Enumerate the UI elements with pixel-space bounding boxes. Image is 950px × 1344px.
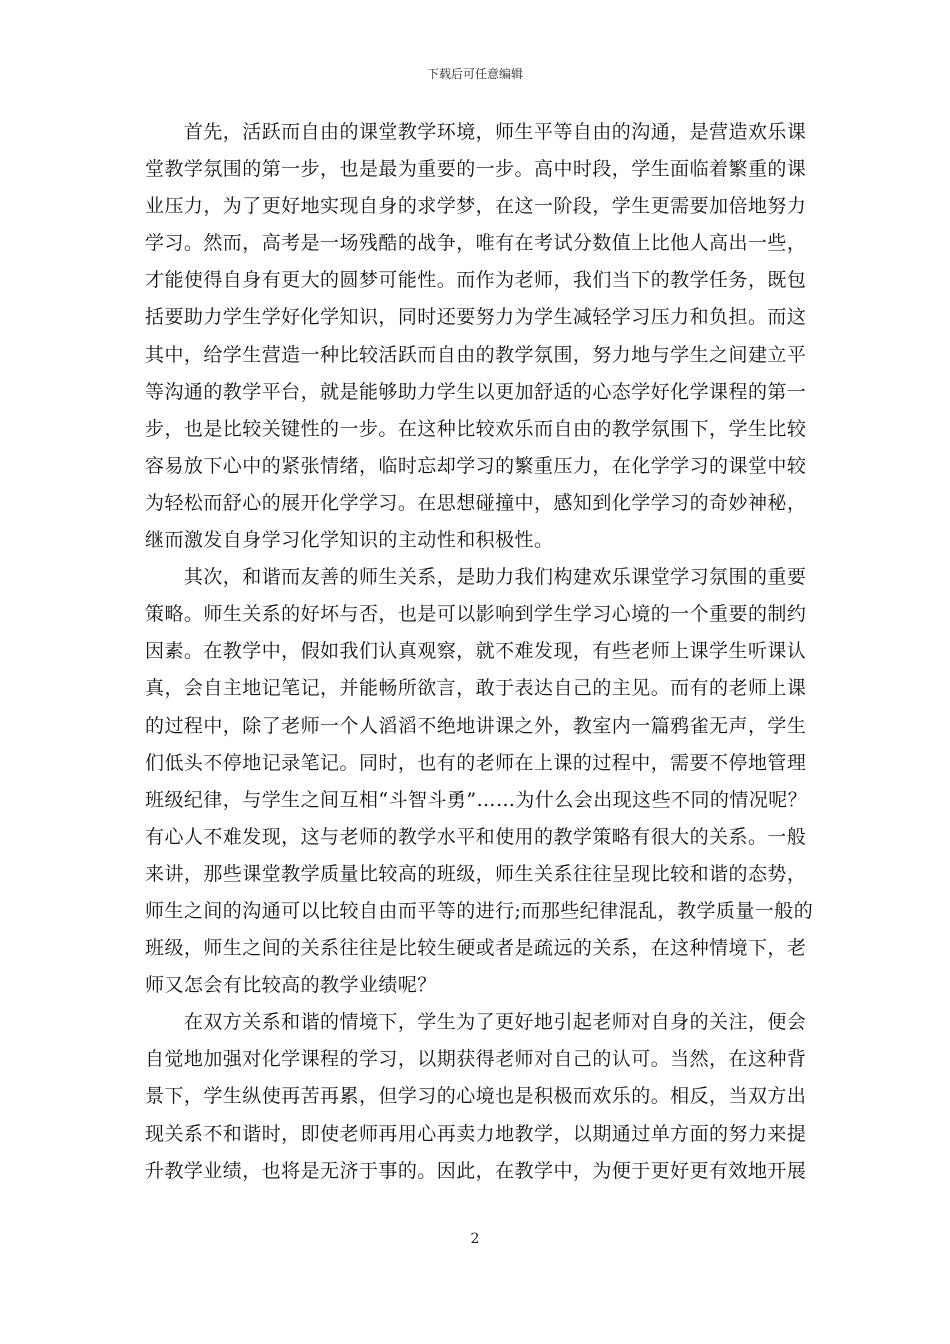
text-line: 现关系不和谐时，即使老师再用心再卖力地教学，以期通过单方面的努力来提	[145, 1122, 807, 1145]
paragraph-2	[145, 559, 814, 1004]
text-line: 其中，给学生营造一种比较活跃而自由的教学氛围，努力地与学生之间建立平	[145, 343, 807, 366]
text-line: 等沟通的教学平台，就是能够助力学生以更加舒适的心态学好化学课程的第一	[145, 380, 807, 403]
text-line: 继而激发自身学习化学知识的主动性和积极性。	[145, 529, 554, 552]
text-line: 括要助力学生学好化学知识，同时还要努力为学生减轻学习压力和负担。而这	[145, 306, 807, 329]
text-line: 们低头不停地记录笔记。同时，也有的老师在上课的过程中，需要不停地管理	[145, 751, 807, 774]
text-line: 策略。师生关系的好坏与否，也是可以影响到学生学习心境的一个重要的制约	[145, 603, 807, 626]
text-line: 景下，学生纵使再苦再累，但学习的心境也是积极而欢乐的。相反，当双方出	[145, 1085, 807, 1108]
paragraph-3	[145, 1004, 809, 1189]
page-number: 2	[470, 1231, 480, 1247]
text-line: 真，会自主地记笔记，并能畅所欲言，敢于表达自己的主见。而有的老师上课	[145, 677, 807, 700]
text-line: 因素。在教学中，假如我们认真观察，就不难发现，有些老师上课学生听课认	[145, 640, 807, 663]
text-line: 业压力，为了更好地实现自身的求学梦，在这一阶段，学生更需要加倍地努力	[145, 195, 807, 218]
text-line: 为轻松而舒心的展开化学学习。在思想碰撞中，感知到化学学习的奇妙神秘，	[145, 491, 807, 514]
text-line: 师又怎会有比较高的教学业绩呢？	[145, 974, 437, 997]
text-line: 才能使得自身有更大的圆梦可能性。而作为老师，我们当下的教学任务，既包	[145, 269, 807, 292]
text-line: 首先，活跃而自由的课堂教学环境，师生平等自由的沟通，是营造欢乐课	[145, 121, 807, 143]
text-line: 升教学业绩，也将是无济于事的。因此，在教学中，为便于更好更有效地开展	[145, 1159, 807, 1182]
text-line: 的过程中，除了老师一个人滔滔不绝地讲课之外，教室内一篇鸦雀无声，学生	[145, 714, 807, 737]
text-line: 来讲，那些课堂教学质量比较高的班级，师生关系往往呈现比较和谐的态势，	[145, 862, 807, 885]
text-line: 在双方关系和谐的情境下，学生为了更好地引起老师对自身的关注，便会	[145, 1011, 807, 1034]
text-line: 步，也是比较关键性的一步。在这种比较欢乐而自由的教学氛围下，学生比较	[145, 417, 807, 440]
text-line: 有心人不难发现，这与老师的教学水平和使用的教学策略有很大的关系。一般	[145, 825, 807, 848]
page-header: 下载后可任意编辑	[426, 67, 523, 81]
text-line: 其次，和谐而友善的师生关系，是助力我们构建欢乐课堂学习氛围的重要	[145, 566, 807, 589]
paragraph-1	[145, 114, 809, 559]
text-line: 班级纪律，与学生之间互相“斗智斗勇”……为什么会出现这些不同的情况呢？	[145, 788, 808, 811]
text-line: 班级，师生之间的关系往往是比较生硬或者是疏远的关系，在这种情境下，老	[145, 937, 807, 960]
text-line: 师生之间的沟通可以比较自由而平等的进行;而那些纪律混乱，教学质量一般的	[145, 899, 814, 922]
text-line: 堂教学氛围的第一步，也是最为重要的一步。高中时段，学生面临着繁重的课	[145, 158, 807, 181]
text-line: 容易放下心中的紧张情绪，临时忘却学习的繁重压力，在化学学习的课堂中较	[145, 454, 807, 477]
text-line: 自觉地加强对化学课程的学习，以期获得老师对自己的认可。当然，在这种背	[145, 1048, 807, 1071]
text-line: 学习。然而，高考是一场残酷的战争，唯有在考试分数值上比他人高出一些，	[145, 232, 807, 255]
document-body	[145, 114, 814, 1190]
